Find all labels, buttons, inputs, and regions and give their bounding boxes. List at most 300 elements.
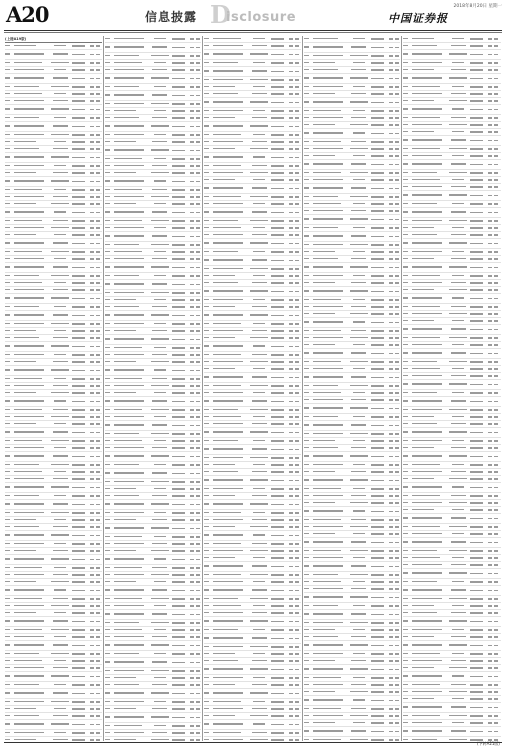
illegible-text [313,210,343,211]
illegible-text [250,79,268,80]
illegible-text [72,598,85,599]
illegible-text [295,739,299,740]
illegible-text [295,488,299,489]
table-row [5,672,102,682]
table-row [204,77,301,84]
illegible-text [172,574,185,575]
table-cell [347,596,371,599]
illegible-text [5,574,10,575]
table-cell [293,431,299,434]
table-cell [105,512,114,515]
table-row [304,201,401,208]
table-cell [347,613,371,616]
illegible-text [14,620,44,621]
illegible-text [172,409,185,410]
table-cell [114,512,148,515]
table-cell [204,409,213,412]
illegible-text [213,620,243,621]
illegible-text [304,613,309,614]
table-cell [393,533,399,536]
illegible-text [151,670,169,671]
table-cell [271,38,287,41]
illegible-text [114,94,144,95]
table-cell [114,203,148,206]
illegible-text [172,292,185,293]
table-row [304,641,401,651]
table-cell [194,424,200,427]
table-cell [72,629,88,632]
table-cell [105,488,114,491]
table-row [105,641,202,651]
table-cell [393,55,399,58]
illegible-text [271,377,284,378]
table-row [204,383,301,390]
table-cell [371,290,387,293]
table-cell [271,110,287,113]
illegible-text [172,473,185,474]
illegible-text [204,179,209,180]
table-cell [5,203,14,206]
illegible-text [371,408,384,409]
table-cell [5,660,14,663]
table-row [5,407,102,414]
illegible-text [213,629,238,630]
table-row [105,524,202,534]
table-cell [393,385,399,388]
table-cell [72,306,88,309]
table-cell [194,134,200,137]
table-row [105,510,202,517]
illegible-text [371,344,384,345]
table-cell [347,38,371,41]
table-cell [247,323,271,326]
illegible-text [271,330,284,331]
table-cell [148,378,172,381]
illegible-text [271,621,284,622]
table-row [5,524,102,531]
illegible-text [313,244,343,245]
illegible-text [250,290,268,291]
table-cell [72,227,88,230]
illegible-text [250,148,268,149]
table-cell [293,38,299,41]
illegible-text [5,196,10,197]
table-row [5,658,102,665]
illegible-text [253,723,265,724]
table-cell [114,433,148,436]
table-row [5,256,102,263]
illegible-text [295,392,299,393]
illegible-text [196,189,200,190]
illegible-text [313,376,343,377]
illegible-text [295,724,299,725]
table-cell [148,677,172,680]
illegible-text [295,669,299,670]
illegible-text [395,69,399,70]
table-row [204,737,301,741]
illegible-text [395,275,399,276]
table-cell [204,512,213,515]
table-cell [14,431,48,434]
table-cell [148,725,172,728]
table-cell [313,163,347,166]
table-cell [204,290,213,293]
table-cell [148,227,172,230]
illegible-text [295,701,299,702]
illegible-text [271,488,284,489]
illegible-text [204,220,209,221]
illegible-text [395,188,399,189]
illegible-text [204,557,209,558]
table-row [5,682,102,689]
illegible-text [172,425,185,426]
illegible-text [196,172,200,173]
illegible-text [350,361,368,362]
table-cell [393,148,399,151]
illegible-text [105,314,110,315]
illegible-text [51,512,69,513]
table-cell [371,433,387,436]
table-cell [148,598,172,601]
table-cell [172,172,188,175]
table-cell [105,165,114,168]
table-cell [105,220,114,223]
table-cell [247,409,271,412]
table-cell [271,323,287,326]
illegible-text [72,724,85,725]
illegible-text [14,653,39,654]
illegible-text [105,189,110,190]
table-cell [213,448,247,451]
table-row [304,122,401,129]
illegible-text [350,77,368,78]
table-cell [105,103,114,106]
illegible-text [114,110,136,111]
illegible-text [196,361,200,362]
table-cell [293,330,299,333]
table-cell [5,620,14,623]
illegible-text [204,38,209,39]
illegible-text [72,612,85,613]
illegible-text [213,62,238,63]
table-cell [393,132,399,135]
table-cell [94,739,100,742]
illegible-text [172,203,185,204]
table-cell [213,457,247,460]
table-row [304,445,401,452]
table-cell [371,132,387,135]
illegible-text [395,526,399,527]
illegible-text [172,401,185,402]
illegible-text [250,220,268,221]
table-cell [14,512,48,515]
table-cell [313,69,347,72]
table-cell [271,93,287,96]
table-cell [313,352,347,355]
table-cell [48,423,72,426]
table-cell [293,715,299,718]
table-cell [14,471,48,474]
table-cell [114,536,148,539]
illegible-text [395,179,399,180]
table-row [204,699,301,706]
illegible-text [5,598,10,599]
table-cell [194,385,200,388]
illegible-text [253,251,265,252]
illegible-text [213,203,243,204]
table-cell [172,636,188,639]
illegible-text [105,400,110,401]
illegible-text [295,519,299,520]
table-row [304,431,401,438]
table-cell [371,282,387,285]
illegible-text [371,456,384,457]
table-cell [393,565,399,568]
illegible-text [295,574,299,575]
illegible-text [5,723,10,724]
table-cell [213,440,247,443]
table-cell [148,86,172,89]
table-cell [148,481,172,484]
table-cell [72,378,88,381]
table-row [105,634,202,641]
illegible-text [105,361,110,362]
table-row [105,493,202,500]
illegible-text [51,440,69,441]
illegible-text [313,613,343,614]
illegible-text [114,203,136,204]
illegible-text [295,282,299,283]
table-cell [271,392,287,395]
illegible-text [313,447,338,448]
illegible-text [172,275,185,276]
illegible-text [151,692,169,693]
table-cell [172,447,188,450]
table-cell [14,275,48,278]
table-cell [148,472,172,475]
illegible-text [304,132,309,133]
illegible-text [252,708,267,709]
table-cell [347,196,371,199]
table-cell [293,306,299,309]
illegible-text [253,203,265,204]
illegible-text [105,661,110,662]
table-cell [293,165,299,168]
table-cell [393,196,399,199]
illegible-text [172,732,185,733]
illegible-text [5,125,10,126]
illegible-text [213,227,241,228]
illegible-text [14,495,39,496]
illegible-text [114,527,144,528]
table-cell [5,392,14,395]
table-cell [393,321,399,324]
illegible-text [196,425,200,426]
table-cell [247,268,271,271]
table-cell [48,400,72,403]
table-cell [293,62,299,65]
table-cell [194,550,200,553]
illegible-text [196,134,200,135]
illegible-text [96,258,100,259]
illegible-text [172,708,185,709]
table-cell [304,101,313,104]
table-cell [247,282,271,285]
table-cell [105,378,114,381]
illegible-text [353,581,365,582]
table-cell [393,361,399,364]
illegible-text [395,550,399,551]
table-cell [347,344,371,347]
illegible-text [196,701,200,702]
illegible-text [295,71,299,72]
table-cell [48,447,72,450]
table-cell [114,86,148,89]
table-cell [148,424,172,427]
table-cell [304,526,313,529]
illegible-text [371,433,384,434]
table-row [5,249,102,256]
table-cell [72,86,88,89]
table-cell [94,636,100,639]
illegible-text [5,423,10,424]
illegible-text [295,38,299,39]
illegible-text [154,203,166,204]
table-cell [313,321,347,324]
table-cell [293,612,299,615]
table-cell [304,227,313,230]
table-cell [72,266,88,269]
table-cell [94,141,100,144]
illegible-text [204,605,209,606]
table-cell [393,440,399,443]
table-cell [271,629,287,632]
table-cell [94,409,100,412]
illegible-text [105,605,110,606]
illegible-text [152,684,167,685]
table-row [204,98,301,108]
table-cell [14,495,48,498]
illegible-text [96,289,100,290]
illegible-text [105,306,110,307]
table-cell [247,79,271,82]
table-cell [194,409,200,412]
illegible-text [204,203,209,204]
illegible-text [204,715,209,716]
illegible-text [96,93,100,94]
illegible-text [72,581,85,582]
illegible-text [371,581,384,582]
table-cell [204,368,213,371]
table-cell [172,244,188,247]
illegible-text [196,354,200,355]
table-cell [247,565,271,568]
table-cell [148,323,172,326]
illegible-text [172,150,185,151]
illegible-text [371,533,384,534]
table-cell [313,455,347,458]
illegible-text [172,158,185,159]
table-cell [371,581,387,584]
table-cell [293,503,299,506]
illegible-text [271,282,284,283]
illegible-text [395,155,399,156]
table-cell [5,172,14,175]
table-cell [247,337,271,340]
illegible-text [5,558,10,559]
table-cell [148,354,172,357]
illegible-text [151,574,169,575]
illegible-text [196,126,200,127]
table-cell [313,565,347,568]
table-cell [313,290,347,293]
table-cell [114,361,148,364]
illegible-text [313,187,343,188]
illegible-text [154,701,166,702]
illegible-text [5,337,10,338]
illegible-text [351,519,366,520]
illegible-text [5,400,10,401]
table-row [204,682,301,689]
illegible-text [51,605,69,606]
table-cell [48,385,72,388]
table-cell [148,433,172,436]
illegible-text [196,110,200,111]
table-cell [347,464,371,467]
table-cell [14,165,48,168]
illegible-text [271,291,284,292]
illegible-text [53,172,68,173]
illegible-text [395,502,399,503]
table-cell [48,117,72,120]
table-cell [304,196,313,199]
table-cell [172,416,188,419]
table-cell [94,660,100,663]
table-cell [247,148,271,151]
table-cell [194,306,200,309]
table-cell [172,235,188,238]
table-cell [105,46,114,49]
table-cell [213,629,247,632]
illegible-text [351,376,366,377]
illegible-text [96,409,100,410]
illegible-text [253,110,265,111]
table-row [105,462,202,469]
table-cell [114,110,148,113]
table-cell [293,156,299,159]
table-cell [247,637,271,640]
illegible-text [213,299,243,300]
illegible-text [51,86,69,87]
table-cell [371,321,387,324]
illegible-text [105,574,110,575]
illegible-text [253,701,265,702]
table-cell [114,708,148,711]
illegible-text [252,684,267,685]
illegible-text [114,725,142,726]
illegible-text [295,715,299,716]
table-cell [213,739,247,742]
table-cell [204,385,213,388]
table-cell [105,692,114,695]
illegible-text [53,715,68,716]
table-cell [105,369,114,372]
table-cell [313,337,347,340]
illegible-text [114,536,142,537]
table-row [5,476,102,483]
table-row [204,108,301,115]
illegible-text [96,416,100,417]
